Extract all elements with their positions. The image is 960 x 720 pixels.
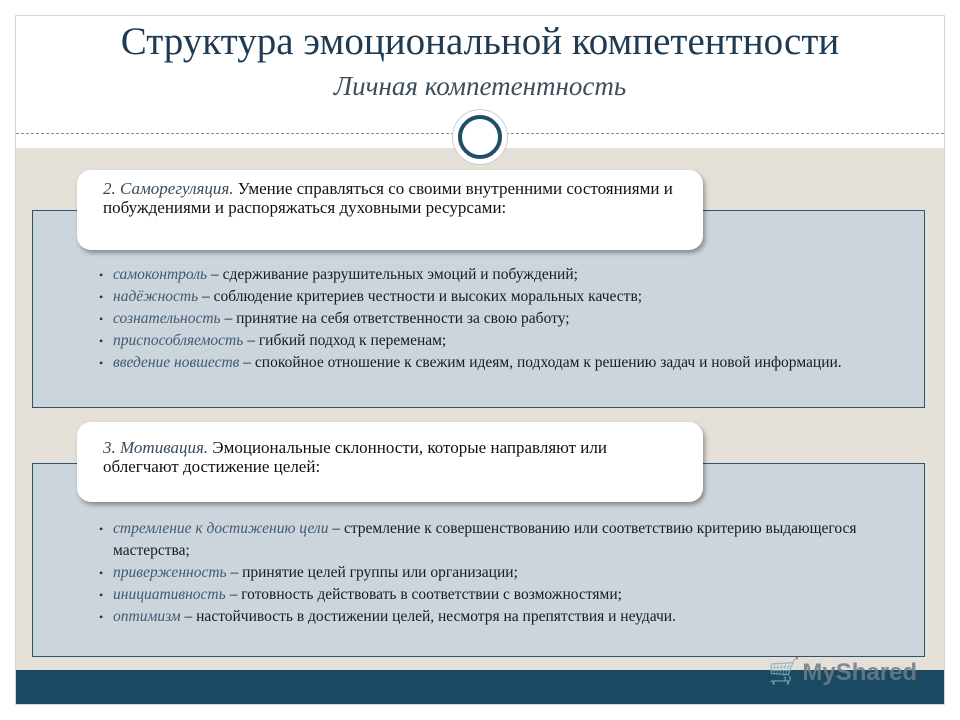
section-callout-self-regulation [77,170,703,250]
list-item-desc: – настойчивость в достижении целей, несмотря на препятствия и неудачи. [180,608,676,625]
slide-subtitle: Личная компетентность [333,71,627,101]
list-item-term: стремление к достижению цели [113,520,329,537]
list-item-desc: – принятие на себя ответственности за свою работу; [220,310,570,327]
bullet-icon: • [99,566,104,580]
list-item-desc: – соблюдение критериев честности и высоких моральных качеств; [198,288,643,305]
list-item [98,606,898,628]
bullet-icon: • [99,588,104,602]
list-item-term: инициативность [113,586,226,603]
list-item [98,584,898,606]
myshared-watermark [768,656,917,687]
section-heading: 3. Мотивация. [103,438,209,457]
bullet-list-motivation [98,518,898,628]
bullet-icon: • [99,312,104,326]
bullet-icon: • [99,522,104,536]
list-item [98,562,898,584]
slide-title: Структура эмоциональной компетентности [120,20,840,63]
list-item-term: введение новшеств [113,354,240,371]
circle-ring-icon [458,115,502,159]
bullet-icon: • [99,356,104,370]
section-callout-motivation [77,422,703,502]
section-description: Эмоциональные склонности, которые направляют или облегчают достижение целей: [103,438,607,476]
bullet-icon: • [99,610,104,624]
list-item-desc: – готовность действовать в соответствии с возможностями; [225,586,622,603]
cart-icon: 🛒 [768,656,801,686]
list-item-desc: – спокойное отношение к свежим идеям, подходам к решению задач и новой информации. [239,354,842,371]
list-item [98,330,898,352]
list-item-desc: – гибкий подход к переменам; [243,332,447,349]
list-item-desc: – принятие целей группы или организации; [226,564,518,581]
list-item [98,264,898,286]
list-item-term: оптимизм [113,608,181,625]
list-item [98,352,898,374]
bullet-icon: • [99,334,104,348]
list-item-term: надёжность [113,288,199,305]
list-item-desc: – сдерживание разрушительных эмоций и побуждений; [207,266,578,283]
list-item-term: сознательность [113,310,221,327]
section-description: Умение справляться со своими внутренними состояниями и побуждениями и распоряжаться духовными ресурсами: [103,179,673,217]
list-item [98,286,898,308]
list-item [98,308,898,330]
bullet-icon: • [99,290,104,304]
list-item-term: самоконтроль [113,266,208,283]
list-item-term: приспособляемость [113,332,244,349]
list-item [98,518,898,562]
list-item-term: приверженность [113,564,227,581]
list-item-desc: – стремление к совершенствованию или соответствию критерию выдающегося мастерства; [113,520,857,559]
section-heading: 2. Саморегуляция. [103,179,234,198]
bullet-list-self-regulation [98,264,898,374]
slide-frame [16,16,944,704]
bullet-icon: • [99,268,104,282]
watermark-text: MyShared [802,659,918,686]
